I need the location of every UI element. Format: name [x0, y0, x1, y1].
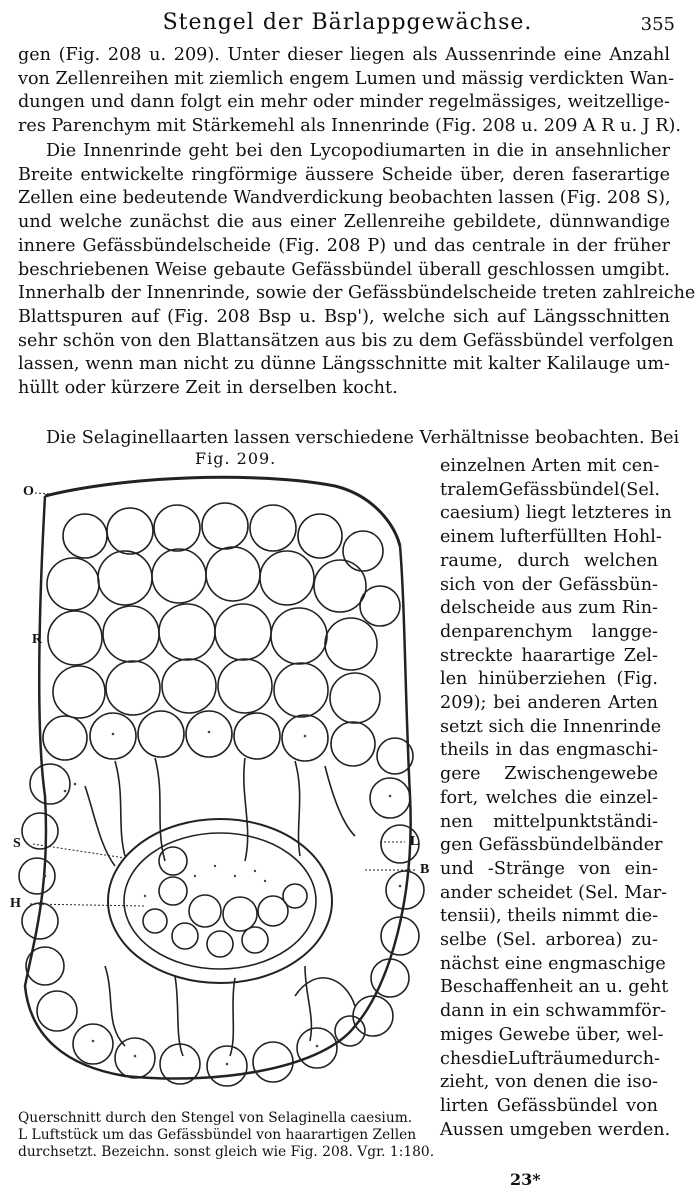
page-header — [0, 10, 695, 40]
text-line: ander scheidet (Sel. Mar- — [440, 882, 668, 903]
caption-line: L Luftstück um das Gefässbündel von haarartigen Zellen — [18, 1127, 417, 1143]
text-line: Blattspuren auf (Fig. 208 Bsp u. Bsp'), welche sich auf Längsschnitten — [18, 306, 670, 327]
text-line: Breite entwickelte ringförmige äussere Scheide über, deren faserartige — [18, 164, 670, 185]
text-line: Zellen eine bedeutende Wandverdickung beobachten lassen (Fig. 208 S), — [18, 188, 671, 209]
text-line: Aussen umgeben werden. — [440, 1119, 671, 1140]
text-line: tralemGefässbündel(Sel. — [440, 479, 660, 500]
text-line: raume, durch welchen — [440, 550, 658, 571]
side-column-text — [440, 455, 672, 1142]
text-line: dann in ein schwammför- — [440, 1001, 667, 1022]
text-line: und welche zunächst die aus einer Zellenreihe gebildete, dünnwandige — [18, 212, 670, 233]
figure-title: Fig. 209. — [195, 449, 277, 468]
text-line: delscheide aus zum Rin- — [440, 598, 658, 619]
figure-label-s: S — [13, 836, 21, 851]
text-line: chesdieLufträumedurch- — [440, 1048, 660, 1069]
text-line: sehr schön von den Blattansätzen aus bis zu dem Gefässbündel verfolgen — [18, 330, 674, 351]
text-line: fort, welches die einzel- — [440, 787, 658, 808]
text-line: Beschaffenheit an u. geht — [440, 977, 669, 998]
text-line: theils in das engmaschi- — [440, 740, 658, 761]
text-line: gere Zwischengewebe — [440, 764, 658, 785]
figure-label-r: R — [32, 632, 43, 647]
text-line: Die Selaginellaarten lassen verschiedene Verhältnisse beobachten. Bei — [46, 428, 680, 448]
paragraph-3-first-line — [18, 427, 680, 451]
text-line: hüllt oder kürzere Zeit in derselben kocht. — [18, 378, 398, 399]
text-line: dungen und dann folgt ein mehr oder minder regelmässiges, weitzellige- — [18, 92, 670, 113]
paragraph-1 — [18, 44, 681, 139]
text-line: von Zellenreihen mit ziemlich engem Lumen und mässig verdickten Wan- — [18, 68, 675, 89]
text-line: caesium) liegt letzteres in — [440, 503, 672, 524]
page-number: 355 — [640, 14, 675, 35]
text-line: lirten Gefässbündel von — [440, 1095, 658, 1116]
text-line: denparenchym langge- — [440, 621, 658, 642]
caption-line: durchsetzt. Bezeichn. sonst gleich wie Fig. 208. Vgr. 1:180. — [18, 1144, 435, 1160]
text-line: beschriebenen Weise gebaute Gefässbündel überall geschlossen umgibt. — [18, 259, 670, 280]
signature-mark: 23* — [510, 1170, 541, 1189]
figure-label-l: L — [410, 834, 420, 849]
running-title: Stengel der Bärlappgewächse. — [162, 10, 533, 35]
text-line: setzt sich die Innenrinde — [440, 716, 662, 737]
figure-label-o: O — [23, 484, 34, 499]
text-line: gen Gefässbündelbänder — [440, 835, 663, 856]
text-line: 209); bei anderen Arten — [440, 693, 658, 714]
text-line: nächst eine engmaschige — [440, 953, 666, 974]
text-line: und -Stränge von ein- — [440, 858, 658, 879]
text-line: tensii), theils nimmt die- — [440, 906, 659, 927]
text-line: sich von der Gefässbün- — [440, 574, 658, 595]
text-line: nen mittelpunktständi- — [440, 811, 658, 832]
text-line: lassen, wenn man nicht zu dünne Längsschnitte mit kalter Kalilauge um- — [18, 354, 670, 375]
figure-209 — [5, 466, 435, 1106]
text-line: Die Innenrinde geht bei den Lycopodiumarten in die in ansehnlicher — [46, 141, 670, 161]
caption-line: Querschnitt durch den Stengel von Selaginella caesium. — [18, 1110, 413, 1126]
text-line: gen (Fig. 208 u. 209). Unter dieser liegen als Aussenrinde eine Anzahl — [18, 45, 670, 65]
text-line: einem lufterfüllten Hohl- — [440, 527, 662, 548]
text-line: einzelnen Arten mit cen- — [440, 456, 660, 476]
paragraph-2 — [18, 140, 695, 401]
text-line: innere Gefässbündelscheide (Fig. 208 P) und das centrale in der früher — [18, 235, 670, 256]
figure-label-b: B — [420, 862, 430, 877]
stem-cross-section-illustration — [5, 466, 435, 1106]
text-line: zieht, von denen die iso- — [440, 1072, 658, 1093]
text-line: len hinüberziehen (Fig. — [440, 669, 658, 690]
text-line: Innerhalb der Innenrinde, sowie der Gefässbündelscheide treten zahlreiche — [18, 283, 695, 304]
text-line: streckte haarartige Zel- — [440, 645, 658, 666]
text-line: miges Gewebe über, wel- — [440, 1024, 664, 1045]
text-line: res Parenchym mit Stärkemehl als Innenrinde (Fig. 208 u. 209 A R u. J R). — [18, 116, 681, 137]
figure-label-h: H — [10, 896, 21, 911]
text-line: selbe (Sel. arborea) zu- — [440, 930, 658, 951]
figure-caption — [18, 1110, 438, 1161]
